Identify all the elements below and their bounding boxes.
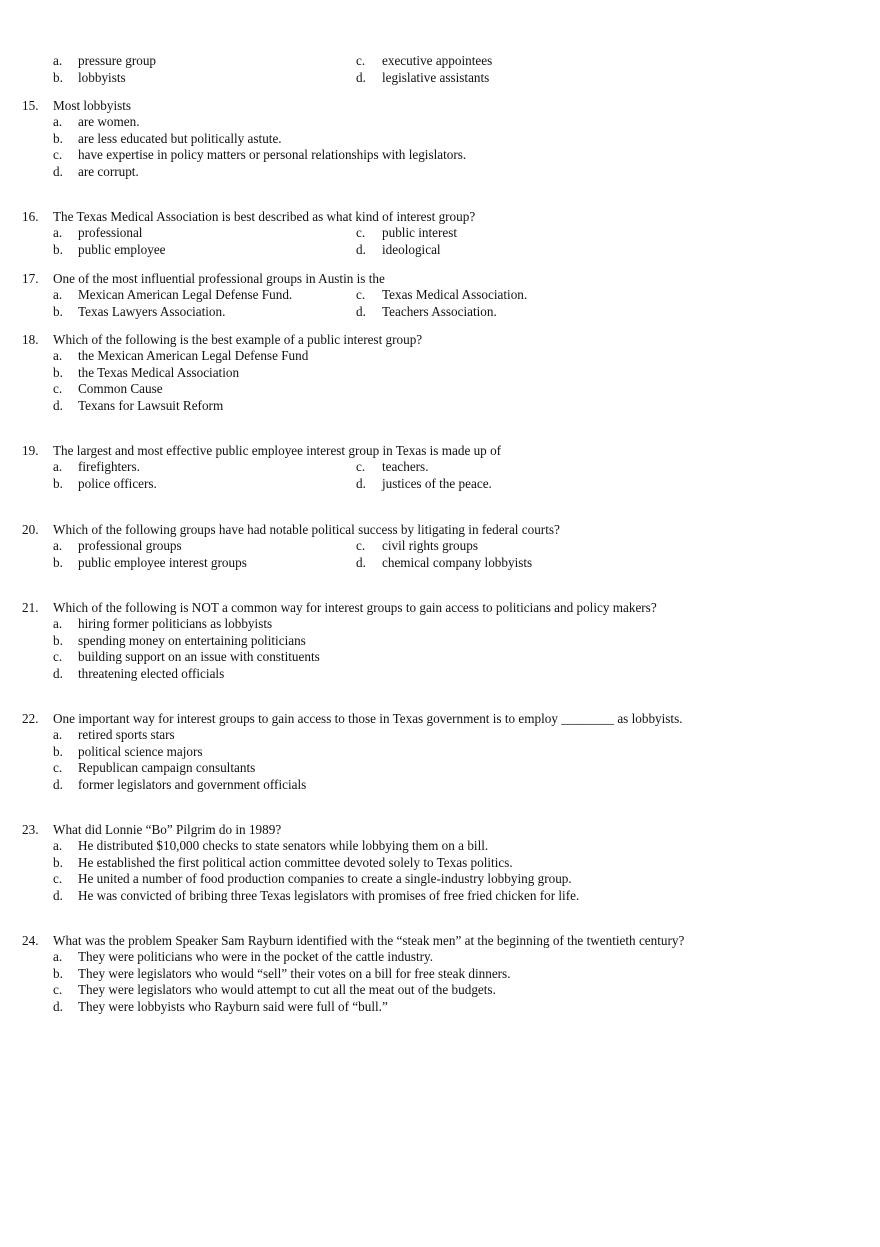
question-number: 22. <box>22 711 39 726</box>
option-c <box>0 760 880 777</box>
option-text: political science majors <box>78 743 203 759</box>
option-letter: a. <box>53 616 63 631</box>
option-letter: a. <box>53 838 63 853</box>
option-b <box>0 633 880 650</box>
option-c <box>0 147 880 164</box>
option-letter: d. <box>53 888 63 904</box>
option-text: former legislators and government officials <box>78 777 307 793</box>
option-d <box>0 999 880 1016</box>
option-row <box>0 53 880 70</box>
option-letter: b. <box>53 364 63 380</box>
option-text: They were legislators who would attempt to cut all the meat out of the budgets. <box>78 982 496 998</box>
option-text: threatening elected officials <box>78 666 225 682</box>
option-letter: a. <box>53 459 63 474</box>
question-number: 24. <box>22 933 39 948</box>
question-number: 18. <box>22 332 39 347</box>
option-text: Common Cause <box>78 381 163 397</box>
option-text: are corrupt. <box>78 164 139 180</box>
option-text: executive appointees <box>382 53 493 68</box>
option-text: Teachers Association. <box>382 303 497 319</box>
option-letter: b. <box>53 632 63 648</box>
question-stem <box>0 599 880 616</box>
question-text: The Texas Medical Association is best described as what kind of interest group? <box>53 209 476 224</box>
option-row <box>0 225 880 242</box>
question-stem <box>0 710 880 727</box>
question-number: 19. <box>22 443 39 458</box>
option-letter: c. <box>53 649 63 665</box>
option-a <box>0 727 880 744</box>
question-stem <box>0 331 880 348</box>
question-21 <box>0 599 880 683</box>
option-letter: d. <box>53 777 63 793</box>
option-text: lobbyists <box>78 69 126 85</box>
option-letter: c. <box>53 381 63 397</box>
option-text: spending money on entertaining politicians <box>78 632 306 648</box>
option-letter: b. <box>53 303 63 319</box>
option-letter: b. <box>53 475 63 491</box>
option-text: hiring former politicians as lobbyists <box>78 616 273 631</box>
option-row <box>0 459 880 476</box>
option-d <box>0 666 880 683</box>
option-text: ideological <box>382 241 441 257</box>
option-text: They were lobbyists who Rayburn said were full of “bull.” <box>78 999 388 1015</box>
option-a <box>0 949 880 966</box>
option-text: Mexican American Legal Defense Fund. <box>78 287 293 302</box>
option-text: public employee <box>78 241 166 257</box>
option-letter: c. <box>53 760 63 776</box>
option-letter: d. <box>53 666 63 682</box>
option-text: justices of the peace. <box>382 475 492 491</box>
question-number: 16. <box>22 209 39 224</box>
option-letter: b. <box>53 554 63 570</box>
option-text: chemical company lobbyists <box>382 554 533 570</box>
option-text: Republican campaign consultants <box>78 760 256 776</box>
option-text: retired sports stars <box>78 727 175 742</box>
option-text: building support on an issue with constituents <box>78 649 320 665</box>
option-text: teachers. <box>382 459 429 474</box>
option-row <box>0 476 880 493</box>
option-row <box>0 304 880 321</box>
option-row <box>0 242 880 259</box>
option-c <box>0 982 880 999</box>
question-text: The largest and most effective public employee interest group in Texas is made up of <box>53 443 502 458</box>
question-stem <box>0 97 880 114</box>
option-text: public interest <box>382 225 458 240</box>
option-text: the Texas Medical Association <box>78 364 240 380</box>
question-stem <box>0 521 880 538</box>
question-16 <box>0 208 880 258</box>
option-c <box>0 649 880 666</box>
option-text: are women. <box>78 114 140 129</box>
option-text: the Mexican American Legal Defense Fund <box>78 348 309 363</box>
question-23 <box>0 821 880 905</box>
option-letter: d. <box>356 554 366 570</box>
option-text: civil rights groups <box>382 538 478 553</box>
option-text: He united a number of food production companies to create a single-industry lobbying group. <box>78 871 572 887</box>
option-c <box>0 871 880 888</box>
option-letter: a. <box>53 727 63 742</box>
option-letter: b. <box>53 854 63 870</box>
option-a <box>0 616 880 633</box>
option-letter: a. <box>53 538 63 553</box>
question-17 <box>0 270 880 320</box>
option-text: They were politicians who were in the pocket of the cattle industry. <box>78 949 434 964</box>
option-letter: d. <box>356 241 366 257</box>
option-letter: c. <box>356 53 366 68</box>
question-20 <box>0 521 880 571</box>
question-text: One important way for interest groups to gain access to those in Texas government is to employ ________ as lobbyists. <box>53 711 683 726</box>
option-b <box>0 744 880 761</box>
question-number: 17. <box>22 271 39 286</box>
option-a <box>0 348 880 365</box>
option-text: He distributed $10,000 checks to state senators while lobbying them on a bill. <box>78 838 489 853</box>
option-text: He established the first political action committee devoted solely to Texas politics. <box>78 854 513 870</box>
option-letter: b. <box>53 130 63 146</box>
option-letter: d. <box>53 398 63 414</box>
question-text: Most lobbyists <box>53 98 132 113</box>
option-letter: c. <box>53 871 63 887</box>
option-text: professional <box>78 225 143 240</box>
option-letter: c. <box>356 459 366 474</box>
option-row <box>0 287 880 304</box>
option-b <box>0 131 880 148</box>
option-text: Texas Medical Association. <box>382 287 528 302</box>
question-text: What did Lonnie “Bo” Pilgrim do in 1989? <box>53 822 282 837</box>
option-b <box>0 966 880 983</box>
option-letter: d. <box>53 164 63 180</box>
option-text: public employee interest groups <box>78 554 247 570</box>
option-letter: c. <box>356 538 366 553</box>
option-letter: a. <box>53 348 63 363</box>
question-stem <box>0 932 880 949</box>
question-text: What was the problem Speaker Sam Rayburn identified with the “steak men” at the beginning of the twentieth century? <box>53 933 685 948</box>
question-number: 23. <box>22 822 39 837</box>
option-row <box>0 70 880 87</box>
option-d <box>0 398 880 415</box>
option-letter: b. <box>53 743 63 759</box>
option-letter: d. <box>356 69 366 85</box>
option-letter: b. <box>53 241 63 257</box>
question-stem <box>0 270 880 287</box>
question-stem <box>0 821 880 838</box>
option-letter: a. <box>53 949 63 964</box>
option-text: He was convicted of bribing three Texas legislators with promises of free fried chicken for life. <box>78 888 580 904</box>
option-letter: d. <box>356 475 366 491</box>
question-22 <box>0 710 880 794</box>
option-letter: b. <box>53 69 63 85</box>
option-letter: a. <box>53 114 63 129</box>
question-24 <box>0 932 880 1016</box>
option-letter: a. <box>53 287 63 302</box>
question-stem <box>0 208 880 225</box>
option-text: professional groups <box>78 538 182 553</box>
option-d <box>0 164 880 181</box>
option-text: police officers. <box>78 475 157 491</box>
option-a <box>0 838 880 855</box>
question-number: 21. <box>22 600 39 615</box>
option-letter: a. <box>53 225 63 240</box>
question-18 <box>0 331 880 415</box>
option-letter: d. <box>53 999 63 1015</box>
option-text: firefighters. <box>78 459 140 474</box>
option-d <box>0 888 880 905</box>
option-row <box>0 538 880 555</box>
option-text: are less educated but politically astute. <box>78 130 282 146</box>
question-text: Which of the following is NOT a common way for interest groups to gain access to politicians and policy makers? <box>53 600 657 615</box>
option-letter: c. <box>53 147 63 163</box>
question-stem <box>0 442 880 459</box>
option-letter: c. <box>53 982 63 998</box>
option-d <box>0 777 880 794</box>
option-b <box>0 365 880 382</box>
option-text: Texas Lawyers Association. <box>78 303 226 319</box>
option-letter: b. <box>53 965 63 981</box>
option-letter: c. <box>356 287 366 302</box>
question-number: 15. <box>22 98 39 113</box>
option-b <box>0 855 880 872</box>
option-letter: a. <box>53 53 63 68</box>
option-letter: d. <box>356 303 366 319</box>
option-text: pressure group <box>78 53 157 68</box>
question-text: One of the most influential professional groups in Austin is the <box>53 271 385 286</box>
option-row <box>0 555 880 572</box>
question-text: Which of the following groups have had notable political success by litigating in federal courts? <box>53 522 560 537</box>
option-c <box>0 381 880 398</box>
option-text: legislative assistants <box>382 69 490 85</box>
question-text: Which of the following is the best example of a public interest group? <box>53 332 423 347</box>
question-number: 20. <box>22 522 39 537</box>
option-letter: c. <box>356 225 366 240</box>
option-text: Texans for Lawsuit Reform <box>78 398 224 414</box>
option-text: have expertise in policy matters or personal relationships with legislators. <box>78 147 467 163</box>
question-19 <box>0 442 880 492</box>
option-a <box>0 114 880 131</box>
option-text: They were legislators who would “sell” their votes on a bill for free steak dinners. <box>78 965 511 981</box>
question-15 <box>0 97 880 181</box>
question-14-continued <box>0 53 880 86</box>
